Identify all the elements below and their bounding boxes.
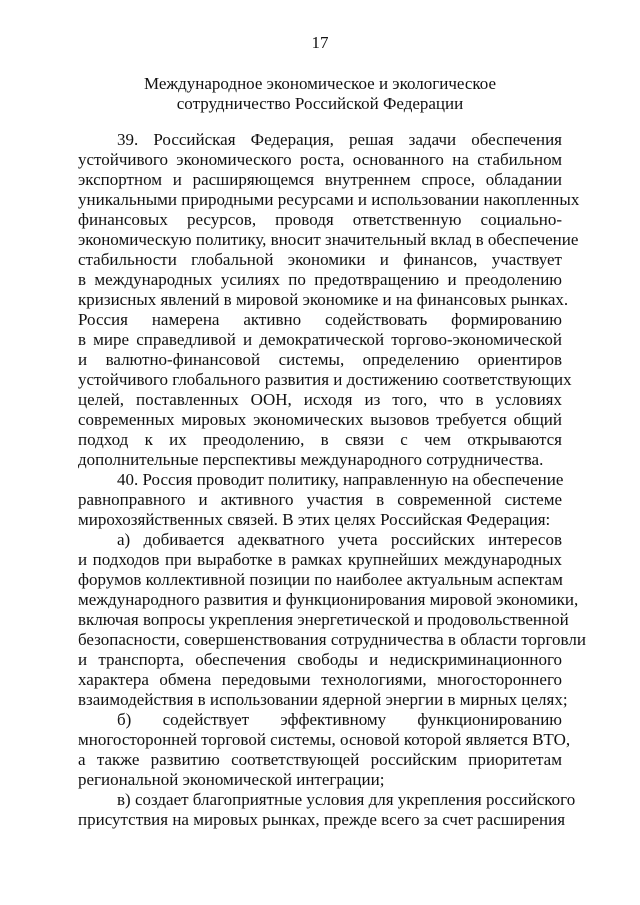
text-line: устойчивого экономического роста, основанного на стабильном: [78, 150, 562, 169]
text-line: кризисных явлений в мировой экономике и на финансовых рынках.: [78, 290, 569, 309]
text-line: присутствия на мировых рынках, прежде всего за счет расширения: [78, 810, 566, 829]
text-line: мирохозяйственных связей. В этих целях Российская Федерация:: [78, 510, 551, 529]
text-line: финансовых ресурсов, проводя ответственную социально-: [78, 210, 562, 229]
page-number: 17: [311, 33, 329, 52]
text-line: безопасности, совершенствования сотрудничества в области торговли: [78, 630, 586, 649]
text-line: современных мировых экономических вызовов требуется общий: [78, 410, 562, 429]
text-line: Россия намерена активно содействовать формированию: [78, 310, 562, 329]
body-text: [78, 130, 586, 830]
text-line: региональной экономической интеграции;: [78, 770, 385, 789]
text-line: международного развития и функционирования мировой экономики,: [78, 590, 579, 609]
text-line: а) добивается адекватного учета российских интересов: [117, 530, 562, 549]
text-line: 40. Россия проводит политику, направленную на обеспечение: [117, 470, 564, 489]
heading-line: сотрудничество Российской Федерации: [176, 94, 464, 113]
text-line: в международных усилиях по предотвращению и преодолению: [78, 270, 562, 289]
paragraph: [78, 530, 586, 710]
text-line: равноправного и активного участия в современной системе: [78, 490, 562, 509]
text-line: характера обмена передовыми технологиями, многостороннего: [78, 670, 562, 689]
paragraph: [78, 130, 580, 470]
paragraph: [78, 710, 571, 790]
text-line: взаимодействия в использовании ядерной энергии в мирных целях;: [78, 690, 568, 709]
paragraph: [78, 790, 576, 830]
text-line: уникальными природными ресурсами и использовании накопленных: [78, 190, 580, 209]
text-line: 39. Российская Федерация, решая задачи обеспечения: [117, 130, 562, 149]
text-line: и валютно-финансовой системы, определению ориентиров: [78, 350, 562, 369]
text-line: экономическую политику, вносит значительный вклад в обеспечение: [78, 230, 579, 249]
text-line: экспортном и расширяющемся внутреннем спросе, обладании: [78, 170, 562, 189]
text-line: стабильности глобальной экономики и финансов, участвует: [78, 250, 562, 269]
section-heading: [78, 74, 562, 114]
paragraph: [78, 470, 562, 530]
text-line: в мире справедливой и демократической торгово-экономической: [78, 330, 562, 349]
text-line: подход к их преодолению, в связи с чем открываются: [78, 430, 562, 449]
text-line: многосторонней торговой системы, основой которой является ВТО,: [78, 730, 571, 749]
text-line: б) содействует эффективному функционированию: [117, 710, 562, 729]
text-line: и транспорта, обеспечения свободы и недискриминационного: [78, 650, 562, 669]
text-line: целей, поставленных ООН, исходя из того, что в условиях: [78, 390, 562, 409]
text-line: устойчивого глобального развития и достижению соответствующих: [78, 370, 572, 389]
text-line: форумов коллективной позиции по наиболее актуальным аспектам: [78, 570, 563, 589]
text-line: дополнительные перспективы международного сотрудничества.: [78, 450, 544, 469]
text-line: и подходов при выработке в рамках крупнейших международных: [78, 550, 562, 569]
text-line: включая вопросы укрепления энергетической и продовольственной: [78, 610, 569, 629]
text-line: в) создает благоприятные условия для укрепления российского: [117, 790, 576, 809]
heading-line: Международное экономическое и экологическое: [143, 74, 497, 93]
text-line: а также развитию соответствующей российским приоритетам: [78, 750, 562, 769]
